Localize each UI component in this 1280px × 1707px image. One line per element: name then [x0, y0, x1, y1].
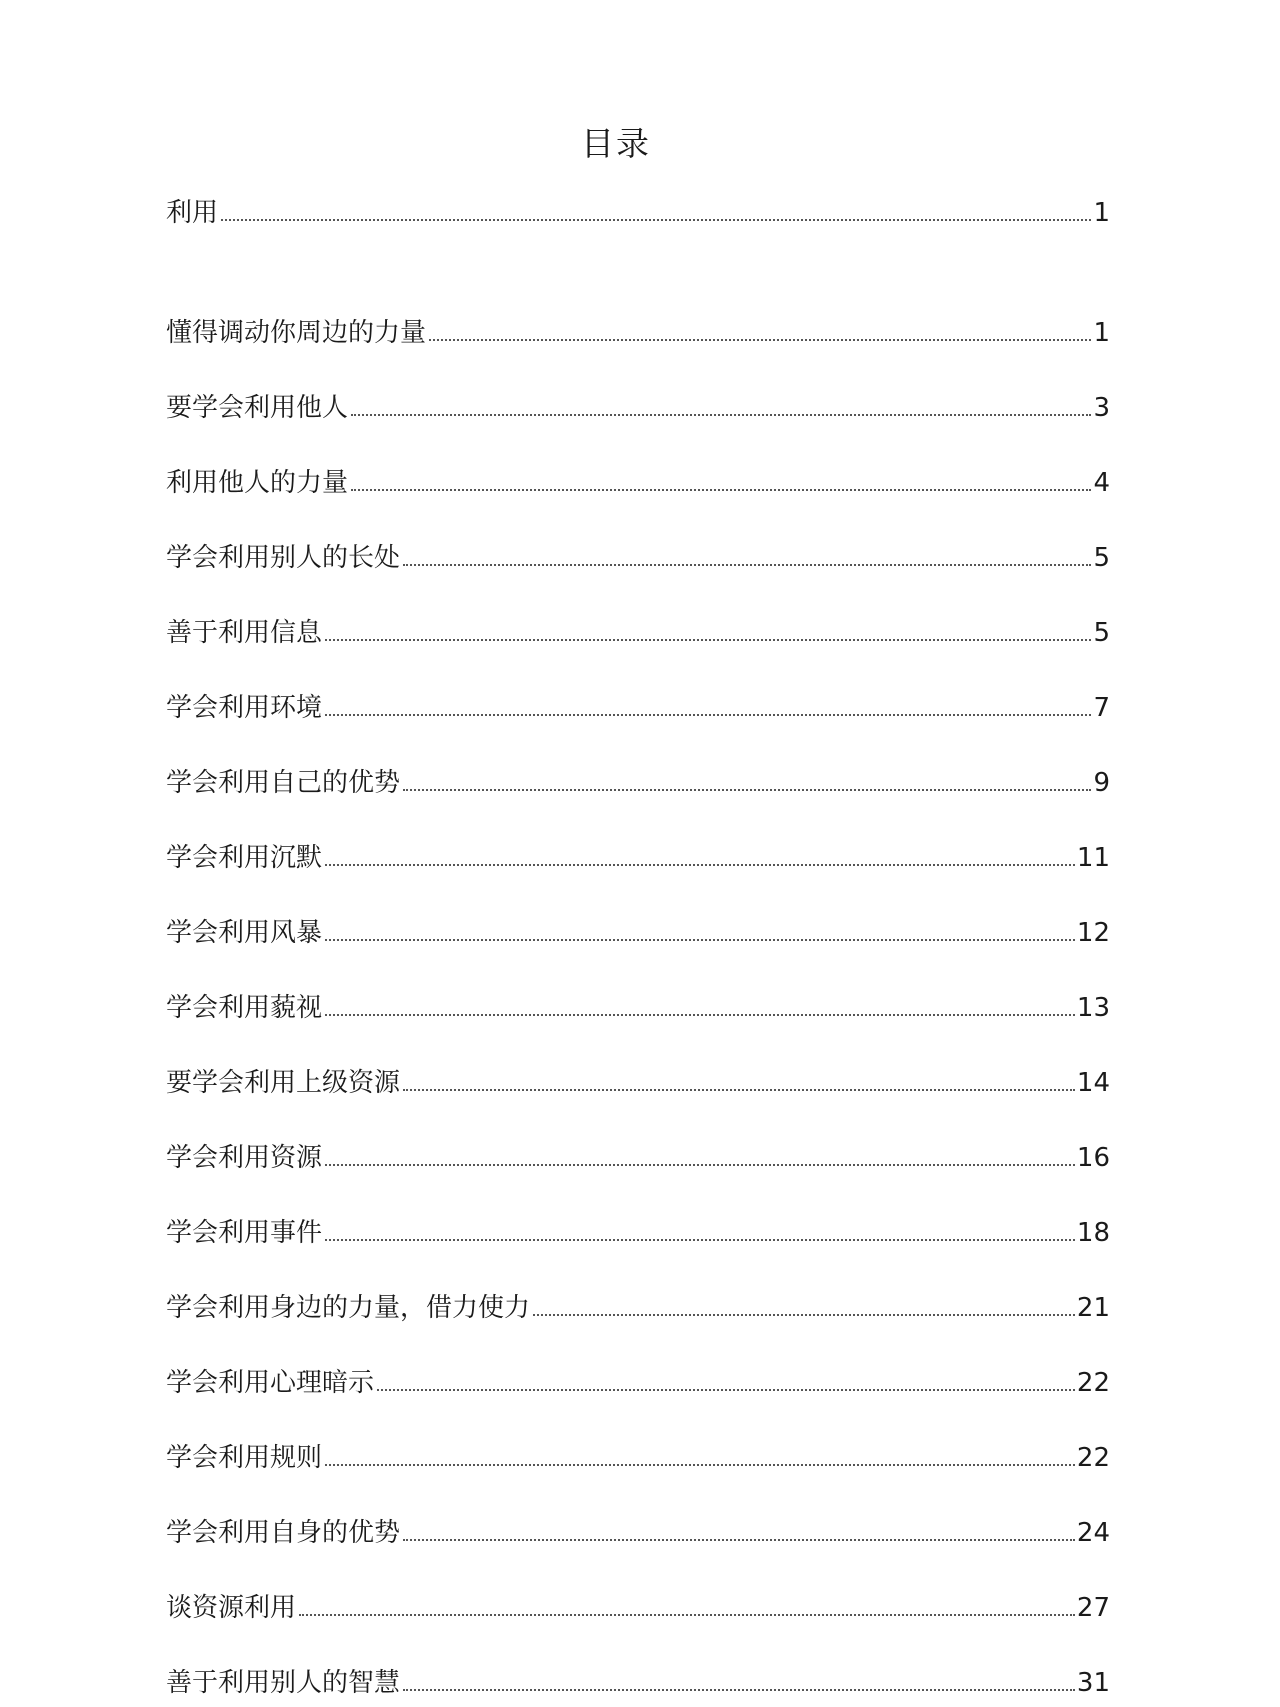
toc-entry-label: 要学会利用上级资源 [166, 1068, 401, 1098]
toc-entry[interactable] [166, 1023, 1110, 1098]
toc-entry-page: 7 [1093, 693, 1110, 723]
toc-dot-leader [325, 714, 1091, 716]
toc-entry[interactable] [166, 1248, 1110, 1323]
toc-entry-label: 学会利用身边的力量，借力使力 [166, 1293, 531, 1323]
toc-dot-leader [325, 1014, 1075, 1016]
toc-entry-page: 4 [1093, 468, 1110, 498]
toc-entry-label: 学会利用沉默 [166, 843, 323, 873]
toc-entry-label: 学会利用资源 [166, 1143, 323, 1173]
toc-dot-leader [325, 1239, 1075, 1241]
toc-list [166, 198, 1110, 1698]
toc-entry[interactable] [166, 873, 1110, 948]
toc-entry[interactable] [166, 648, 1110, 723]
toc-entry-page: 5 [1093, 618, 1110, 648]
toc-entry[interactable] [166, 1323, 1110, 1398]
toc-entry-label: 懂得调动你周边的力量 [166, 318, 427, 348]
toc-entry[interactable] [166, 948, 1110, 1023]
toc-dot-leader [325, 639, 1091, 641]
toc-entry-label: 学会利用藐视 [166, 993, 323, 1023]
toc-entry-label: 学会利用自己的优势 [166, 768, 401, 798]
toc-entry[interactable] [166, 573, 1110, 648]
toc-entry-label: 学会利用自身的优势 [166, 1518, 401, 1548]
toc-entry-page: 21 [1076, 1293, 1110, 1323]
toc-dot-leader [325, 1164, 1075, 1166]
toc-entry[interactable] [166, 198, 1110, 228]
toc-entry-label: 学会利用别人的长处 [166, 543, 401, 573]
toc-entry-page: 3 [1093, 393, 1110, 423]
toc-entry-page: 31 [1076, 1668, 1110, 1698]
toc-entry-page: 22 [1076, 1443, 1110, 1473]
toc-dot-leader [221, 219, 1091, 221]
toc-entry-label: 学会利用事件 [166, 1218, 323, 1248]
toc-entry-label: 要学会利用他人 [166, 393, 349, 423]
toc-entry-label: 善于利用别人的智慧 [166, 1668, 401, 1698]
toc-entry-page: 11 [1076, 843, 1110, 873]
toc-entry-label: 利用他人的力量 [166, 468, 349, 498]
toc-entry[interactable] [166, 1623, 1110, 1698]
toc-entry-page: 5 [1093, 543, 1110, 573]
toc-entry-label: 学会利用心理暗示 [166, 1368, 375, 1398]
toc-dot-leader [351, 414, 1091, 416]
toc-entry[interactable] [166, 1398, 1110, 1473]
toc-entry-page: 14 [1076, 1068, 1110, 1098]
toc-entry-label: 谈资源利用 [166, 1593, 297, 1623]
toc-entry-page: 1 [1093, 198, 1110, 228]
toc-dot-leader [533, 1314, 1075, 1316]
toc-dot-leader [403, 789, 1091, 791]
toc-dot-leader [403, 564, 1091, 566]
toc-dot-leader [351, 489, 1091, 491]
toc-entry-page: 13 [1076, 993, 1110, 1023]
toc-dot-leader [429, 339, 1091, 341]
toc-entry-label: 学会利用风暴 [166, 918, 323, 948]
toc-entry-page: 18 [1076, 1218, 1110, 1248]
toc-entry-label: 学会利用规则 [166, 1443, 323, 1473]
toc-entry[interactable] [166, 1548, 1110, 1623]
toc-dot-leader [325, 864, 1075, 866]
toc-entry-page: 1 [1093, 318, 1110, 348]
toc-entry[interactable] [166, 498, 1110, 573]
toc-dot-leader [325, 939, 1075, 941]
toc-entry[interactable] [166, 348, 1110, 423]
toc-entry-label: 善于利用信息 [166, 618, 323, 648]
toc-dot-leader [403, 1089, 1075, 1091]
toc-entry-label: 学会利用环境 [166, 693, 323, 723]
toc-entry[interactable] [166, 723, 1110, 798]
toc-entry[interactable] [166, 798, 1110, 873]
toc-title: 目录 [581, 124, 651, 163]
toc-entry-page: 12 [1076, 918, 1110, 948]
toc-entry-page: 24 [1076, 1518, 1110, 1548]
toc-entry-page: 27 [1076, 1593, 1110, 1623]
toc-dot-leader [377, 1389, 1075, 1391]
toc-dot-leader [403, 1689, 1075, 1691]
toc-entry[interactable] [166, 1098, 1110, 1173]
toc-entry[interactable] [166, 1173, 1110, 1248]
toc-entry[interactable] [166, 1473, 1110, 1548]
toc-entry-page: 22 [1076, 1368, 1110, 1398]
toc-entry-page: 9 [1093, 768, 1110, 798]
toc-dot-leader [299, 1614, 1075, 1616]
toc-entry-page: 16 [1076, 1143, 1110, 1173]
toc-entry[interactable] [166, 423, 1110, 498]
toc-entry-label: 利用 [166, 198, 219, 228]
toc-dot-leader [403, 1539, 1075, 1541]
toc-entry[interactable] [166, 273, 1110, 348]
toc-dot-leader [325, 1464, 1075, 1466]
